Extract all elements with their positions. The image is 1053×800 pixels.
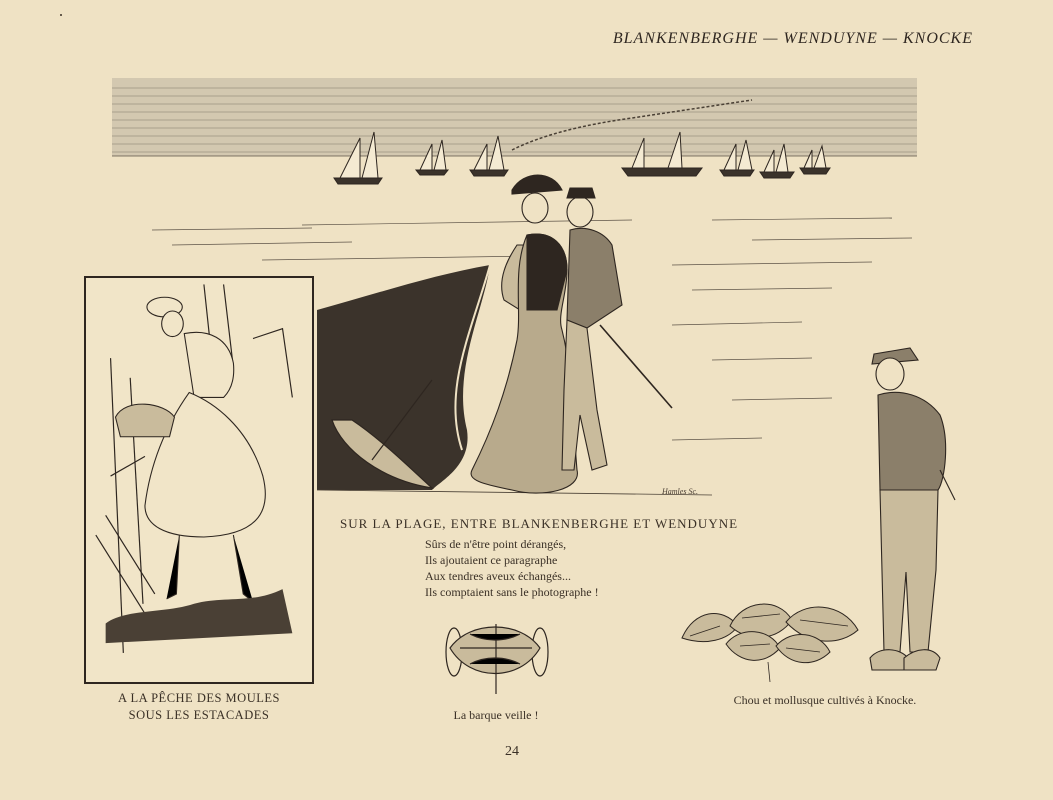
man-figure [562, 188, 672, 470]
ink-speck [60, 14, 62, 16]
cabbage-caption: Chou et mollusque cultivés à Knocke. [733, 693, 917, 707]
mussel-caption-line-2: SOUS LES ESTACADES [128, 708, 270, 722]
verse-line: Ils ajoutaient ce paragraphe [425, 553, 558, 567]
mussel-caption-line-1: A LA PÊCHE DES MOULES [118, 691, 280, 705]
woman-figure [471, 175, 577, 493]
mussel-fishing-illustration [84, 276, 314, 684]
verse-line: Ils comptaient sans le photographe ! [425, 585, 599, 599]
dark-wave [317, 265, 490, 490]
beach-scene-title: SUR LA PLAGE, ENTRE BLANKENBERGHE ET WENDUYNE [340, 516, 739, 531]
engraver-signature: Hamles Sc. [662, 487, 698, 496]
verse-line: Aux tendres aveux échangés... [425, 569, 571, 583]
boat-illustration [440, 612, 552, 696]
boat-caption: La barque veille ! [453, 708, 539, 722]
mussel-woman [115, 297, 265, 602]
fisherman-illustration [860, 340, 970, 690]
running-head: BLANKENBERGHE — WENDUYNE — KNOCKE [612, 30, 973, 47]
verse-line: Sûrs de n'être point dérangés, [425, 537, 567, 551]
sky-band [112, 78, 917, 156]
verse-block [425, 536, 599, 600]
mussel-fishing-caption [84, 690, 314, 724]
page-number: 24 [505, 744, 519, 759]
cabbage-illustration [680, 596, 862, 686]
seaweed-shore [106, 589, 293, 643]
